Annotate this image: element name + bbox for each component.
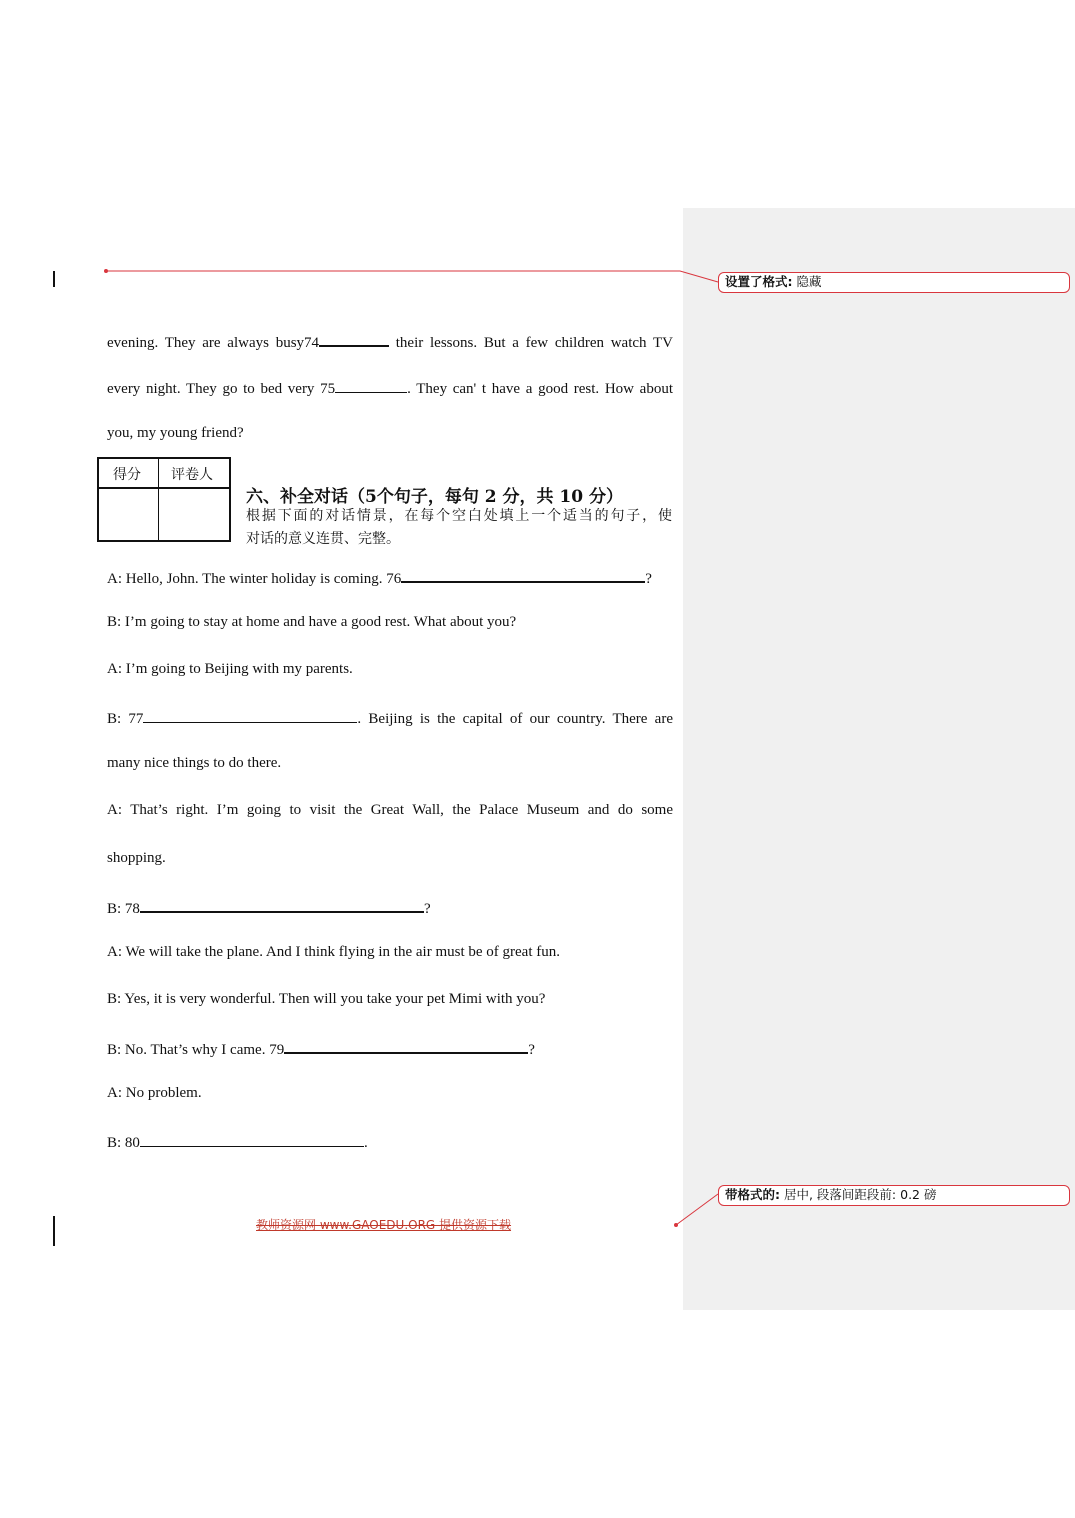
grader-header: 评卷人 <box>171 467 213 483</box>
answer-blank-80[interactable] <box>140 1132 364 1147</box>
footer-deleted-link[interactable]: 教师资源网 www.GAOEDU.ORG 提供资源下载 <box>256 1218 512 1232</box>
bottom-connector-line <box>676 1194 718 1225</box>
dialogue-line: A: No problem. <box>107 1085 202 1101</box>
answer-blank-78[interactable] <box>140 897 424 913</box>
balloon-value: 居中, 段落间距段前: 0.2 磅 <box>783 1187 937 1202</box>
balloon-label: 带格式的: <box>725 1187 780 1202</box>
dialogue-line-78: B: 78 ? <box>107 897 673 918</box>
balloon-label: 设置了格式: <box>725 274 793 289</box>
dialogue-line: B: I’m going to stay at home and have a good rest. What about you? <box>107 614 517 630</box>
dialogue-line: A: That’s right. I’m going to visit the Great Wall, the Palace Museum and do some <box>107 802 673 818</box>
section-instruction-1: 根据下面的对话情景，在每个空白处填上一个适当的句子，使 <box>246 508 672 524</box>
dialogue-line: many nice things to do there. <box>107 755 282 771</box>
passage-line-2: every night. They go to bed very 75 . They can' t have a good rest. How about <box>107 378 673 398</box>
change-bar-top <box>53 271 55 287</box>
section-title: 六、补全对话（5个句子，每句 2 分，共 10 分） <box>246 487 623 507</box>
score-header: 得分 <box>113 467 141 483</box>
dialogue-line: A: I’m going to Beijing with my parents. <box>107 661 353 677</box>
top-connector-line <box>106 271 718 282</box>
score-table <box>97 457 231 542</box>
answer-blank-77[interactable] <box>143 708 357 723</box>
dialogue-line: shopping. <box>107 850 166 866</box>
dialogue-line-76: A: Hello, John. The winter holiday is coming. 76 ? <box>107 567 673 588</box>
balloon-value: 隐藏 <box>796 274 822 289</box>
answer-blank-79[interactable] <box>284 1038 528 1054</box>
dialogue-line: B: Yes, it is very wonderful. Then will you take your pet Mimi with you? <box>107 991 546 1007</box>
answer-blank-75[interactable] <box>335 378 407 393</box>
format-balloon-centered[interactable] <box>718 1185 1070 1206</box>
top-anchor-dot <box>104 269 108 273</box>
answer-blank-76[interactable] <box>401 567 645 583</box>
passage-line-1: evening. They are always busy74 their lessons. But a few children watch TV <box>107 331 673 352</box>
section-instruction-2: 对话的意义连贯、完整。 <box>246 531 400 547</box>
dialogue-line: A: We will take the plane. And I think flying in the air must be of great fun. <box>107 944 560 960</box>
answer-blank-74[interactable] <box>319 331 389 347</box>
dialogue-line-77: B: 77 . Beijing is the capital of our country. There are <box>107 708 673 728</box>
passage-line-3: you, my young friend? <box>107 425 244 441</box>
change-bar-bottom <box>53 1216 55 1246</box>
bottom-anchor-dot <box>674 1223 678 1227</box>
format-balloon-hidden[interactable] <box>718 272 1070 293</box>
dialogue-line-80: B: 80 . <box>107 1132 673 1152</box>
dialogue-line-79: B: No. That’s why I came. 79 ? <box>107 1038 673 1059</box>
